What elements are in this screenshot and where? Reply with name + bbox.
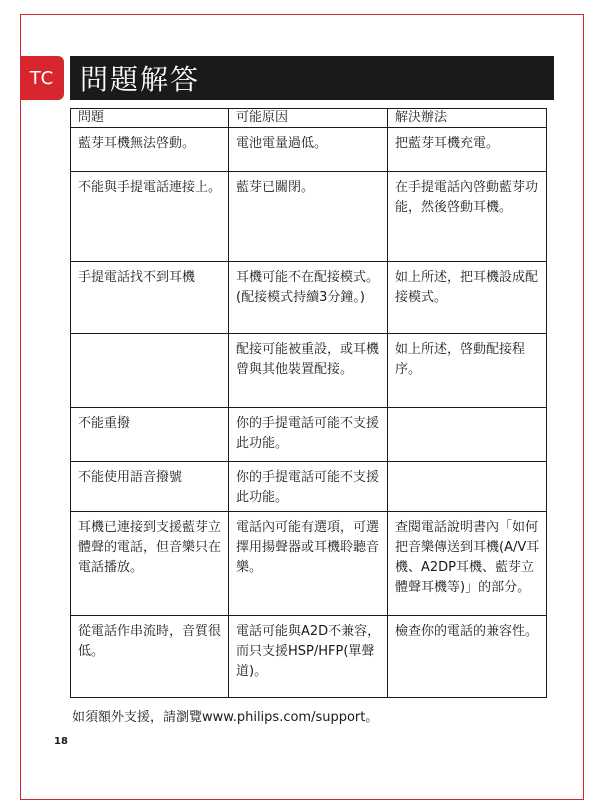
problem-cell (71, 334, 229, 408)
problem-cell: 耳機已連接到支援藍芽立體聲的電話，但音樂只在電話播放。 (71, 512, 229, 616)
problem-cell: 藍芽耳機無法啓動。 (71, 128, 229, 172)
column-header-problem: 問題 (71, 109, 229, 128)
solution-cell (388, 408, 547, 462)
language-badge: TC (20, 56, 64, 100)
cause-cell: 藍芽已關閉。 (229, 172, 388, 262)
table-row (71, 616, 547, 698)
column-header-solution: 解決辦法 (388, 109, 547, 128)
solution-cell: 如上所述，啓動配接程序。 (388, 334, 547, 408)
problem-cell: 不能與手提電話連接上。 (71, 172, 229, 262)
solution-cell: 檢查你的電話的兼容性。 (388, 616, 547, 698)
support-note: 如須額外支援，請瀏覽www.philips.com/support。 (72, 710, 379, 725)
problem-cell: 手提電話找不到耳機 (71, 262, 229, 334)
solution-cell: 查閱電話說明書內「如何把音樂傳送到耳機(A/V耳機、A2DP耳機、藍芽立體聲耳機等)」的部分。 (388, 512, 547, 616)
cause-cell: 你的手提電話可能不支援此功能。 (229, 462, 388, 512)
table-row (71, 462, 547, 512)
problem-cell: 不能使用語音撥號 (71, 462, 229, 512)
column-header-cause: 可能原因 (229, 109, 388, 128)
table-row (71, 172, 547, 262)
troubleshooting-table (70, 108, 547, 698)
cause-cell: 耳機可能不在配接模式。(配接模式持續3分鐘。) (229, 262, 388, 334)
table-header-row (71, 109, 547, 128)
solution-cell (388, 462, 547, 512)
table-row (71, 128, 547, 172)
page-title: 問題解答 (70, 56, 554, 100)
cause-cell: 配接可能被重設，或耳機曾與其他裝置配接。 (229, 334, 388, 408)
solution-cell: 如上所述，把耳機設成配接模式。 (388, 262, 547, 334)
cause-cell: 你的手提電話可能不支援此功能。 (229, 408, 388, 462)
problem-cell: 不能重撥 (71, 408, 229, 462)
solution-cell: 在手提電話內啓動藍芽功能，然後啓動耳機。 (388, 172, 547, 262)
table-row (71, 334, 547, 408)
table-row (71, 262, 547, 334)
cause-cell: 電池電量過低。 (229, 128, 388, 172)
problem-cell: 從電話作串流時，音質很低。 (71, 616, 229, 698)
cause-cell: 電話可能與A2D不兼容，而只支援HSP/HFP(單聲道)。 (229, 616, 388, 698)
cause-cell: 電話內可能有選項，可選擇用揚聲器或耳機聆聽音樂。 (229, 512, 388, 616)
solution-cell: 把藍芽耳機充電。 (388, 128, 547, 172)
table-row (71, 408, 547, 462)
page-number: 18 (54, 736, 68, 747)
table-row (71, 512, 547, 616)
